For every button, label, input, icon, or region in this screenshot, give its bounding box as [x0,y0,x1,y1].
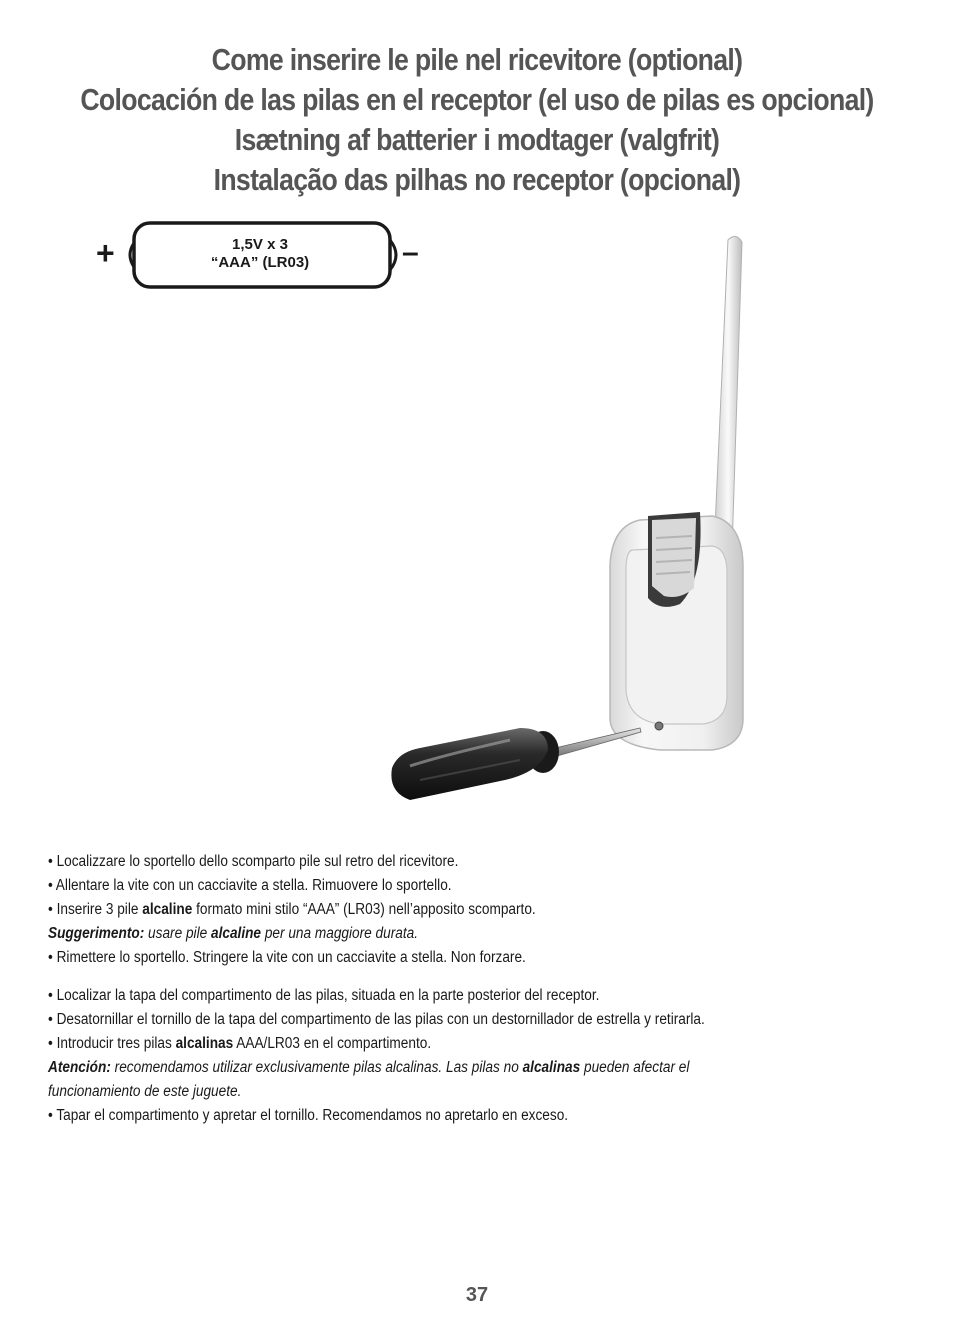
text-bold: alcaline [142,901,193,918]
text: formato mini stilo “AAA” (LR03) nell’apposito scomparto. [192,901,536,918]
receiver-and-screwdriver-image [0,220,954,840]
list-item: • Allentare la vite con un cacciavite a stella. Rimuovere lo sportello. [48,877,452,894]
list-item: • Localizar la tapa del compartimento de las pilas, situada en la parte posterior del receptor. [48,987,600,1004]
list-item: • Localizzare lo sportello dello scomparto pile sul retro del ricevitore. [48,853,459,870]
list-item [48,898,805,922]
title-danish: Isætning af batterier i modtager (valgfrit) [234,122,720,157]
page-number: 37 [465,1284,489,1306]
warning-label: Atención: [48,1059,111,1076]
title-portuguese: Instalação das pilhas no receptor (opcional) [213,162,741,197]
text: • Introducir tres pilas [48,1035,176,1052]
list-item: • Tapar el compartimento y apretar el tornillo. Recomendamos no apretarlo en exceso. [48,1107,569,1124]
text: pueden afectar el [580,1059,690,1076]
text: AAA/LR03 en el compartimento. [233,1035,432,1052]
battery-minus: – [402,236,419,269]
battery-spec [134,236,386,272]
text: recomendamos utilizar exclusivamente pilas alcalinas. Las pilas no [110,1059,523,1076]
page-titles [0,40,954,200]
title-spanish: Colocación de las pilas en el receptor (el uso de pilas es opcional) [80,82,874,117]
tip-note [48,922,805,946]
battery-voltage: 1,5V x 3 [232,236,288,253]
text: usare pile [144,925,211,942]
battery-type: “AAA” (LR03) [210,254,310,271]
battery-plus: + [96,235,115,271]
title-italian: Come inserire le pile nel ricevitore (optional) [211,42,743,77]
text-bold: alcalinas [522,1059,581,1076]
warning-note-cont: funcionamiento de este juguete. [48,1083,242,1100]
instructions-italian [48,850,908,970]
list-item: • Desatornillar el tornillo de la tapa del compartimento de las pilas con un destornillador de estrella y retirarla. [48,1011,705,1028]
warning-note [48,1056,805,1080]
instructions-spanish [48,984,908,1128]
text: per una maggiore durata. [261,925,418,942]
text-bold: alcalinas [175,1035,234,1052]
list-item: • Rimettere lo sportello. Stringere la vite con un cacciavite a stella. Non forzare. [48,949,526,966]
tip-label: Suggerimento: [48,925,145,942]
text-bold: alcaline [210,925,262,942]
instructions [48,850,908,1142]
list-item [48,1032,805,1056]
receiver-illustration [0,220,954,840]
text: • Inserire 3 pile [48,901,143,918]
